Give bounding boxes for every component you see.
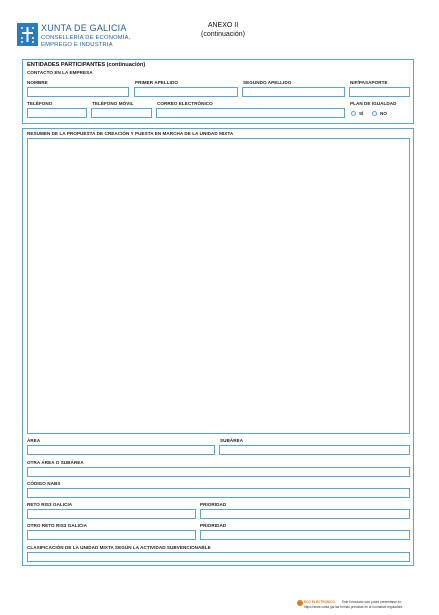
footer-line2: https://sede.xunta.gal las formas previstas en la normativa reguladora <box>304 605 403 609</box>
cross-emblem-icon <box>17 23 38 46</box>
nombre-field[interactable] <box>27 87 129 97</box>
clasificacion-label: CLASIFICACIÓN DE LA UNIDAD MIXTA SEGÚN LA ACTIVIDAD SUBVENCIONABLE <box>27 545 211 550</box>
otro-reto-field[interactable] <box>27 530 196 540</box>
org-dept-line2: EMPREGO E INDUSTRIA <box>41 42 113 48</box>
contact-subtitle: CONTACTO EN LA EMPRESA <box>27 70 93 75</box>
telefono-label: TELÉFONO <box>27 101 53 106</box>
org-dept-line1: CONSELLERÍA DE ECONOMÍA, <box>41 35 131 41</box>
prioridad-label: PRIORIDAD <box>200 502 227 507</box>
codigo-nabs-field[interactable] <box>27 488 410 498</box>
telefono-movil-field[interactable] <box>91 108 152 118</box>
telefono-movil-label: TELÉFONO MÓVIL <box>92 101 134 106</box>
otra-area-field[interactable] <box>27 467 410 477</box>
annex-subtitle: (continuación) <box>201 31 245 38</box>
resumen-textarea[interactable] <box>27 138 410 434</box>
clasificacion-field[interactable] <box>27 552 410 562</box>
resumen-label: RESUMEN DE LA PROPUESTA DE CREACIÓN Y PUESTA EN MARCHA DE LA UNIDAD MIXTA <box>27 131 234 136</box>
primer-apellido-field[interactable] <box>134 87 238 97</box>
nombre-label: NOMBRE <box>27 80 48 85</box>
annex-title: ANEXO II <box>207 22 239 29</box>
plan-igualdad-si-label: SÍ <box>359 111 364 116</box>
correo-label: CORREO ELECTRÓNICO <box>157 101 213 106</box>
org-title: XUNTA DE GALICIA <box>41 23 127 33</box>
xunta-logo <box>17 23 38 46</box>
plan-igualdad-label: PLAN DE IGUALDAD <box>350 101 397 106</box>
segundo-apellido-field[interactable] <box>242 87 345 97</box>
prioridad2-field[interactable] <box>200 530 410 540</box>
area-label: ÁREA <box>27 438 41 443</box>
reto-ris3-field[interactable] <box>27 509 196 519</box>
prioridad2-label: PRIORIDAD <box>200 523 227 528</box>
nif-label: NIF/PASAPORTE <box>350 80 388 85</box>
correo-field[interactable] <box>156 108 345 118</box>
eco-electronico-icon <box>297 600 303 606</box>
otro-reto-label: OTRO RETO RIS3 GALICIA <box>27 523 87 528</box>
subarea-label: SUBÁREA <box>220 438 244 443</box>
plan-igualdad-si-radio[interactable] <box>351 111 356 116</box>
area-field[interactable] <box>27 445 215 455</box>
reto-ris3-label: RETO RIS3 GALICIA <box>27 502 73 507</box>
codigo-nabs-label: CÓDIGO NABS <box>27 481 61 486</box>
telefono-field[interactable] <box>27 108 87 118</box>
footer-line1: Este formulario solo podrá presentarse en <box>342 600 402 604</box>
section-title: ENTIDADES PARTICIPANTES (continuación) <box>27 62 146 68</box>
segundo-apellido-label: SEGUNDO APELLIDO <box>243 80 292 85</box>
otra-area-label: OTRA ÁREA O SUBÁREA <box>27 460 84 465</box>
subarea-field[interactable] <box>219 445 410 455</box>
primer-apellido-label: PRIMER APELLIDO <box>135 80 178 85</box>
nif-field[interactable] <box>349 87 410 97</box>
plan-igualdad-no-label: NO <box>380 111 387 116</box>
plan-igualdad-no-radio[interactable] <box>372 111 377 116</box>
prioridad-field[interactable] <box>200 509 410 519</box>
footer-brand: ECO ELECTRÓNICO <box>304 600 335 604</box>
